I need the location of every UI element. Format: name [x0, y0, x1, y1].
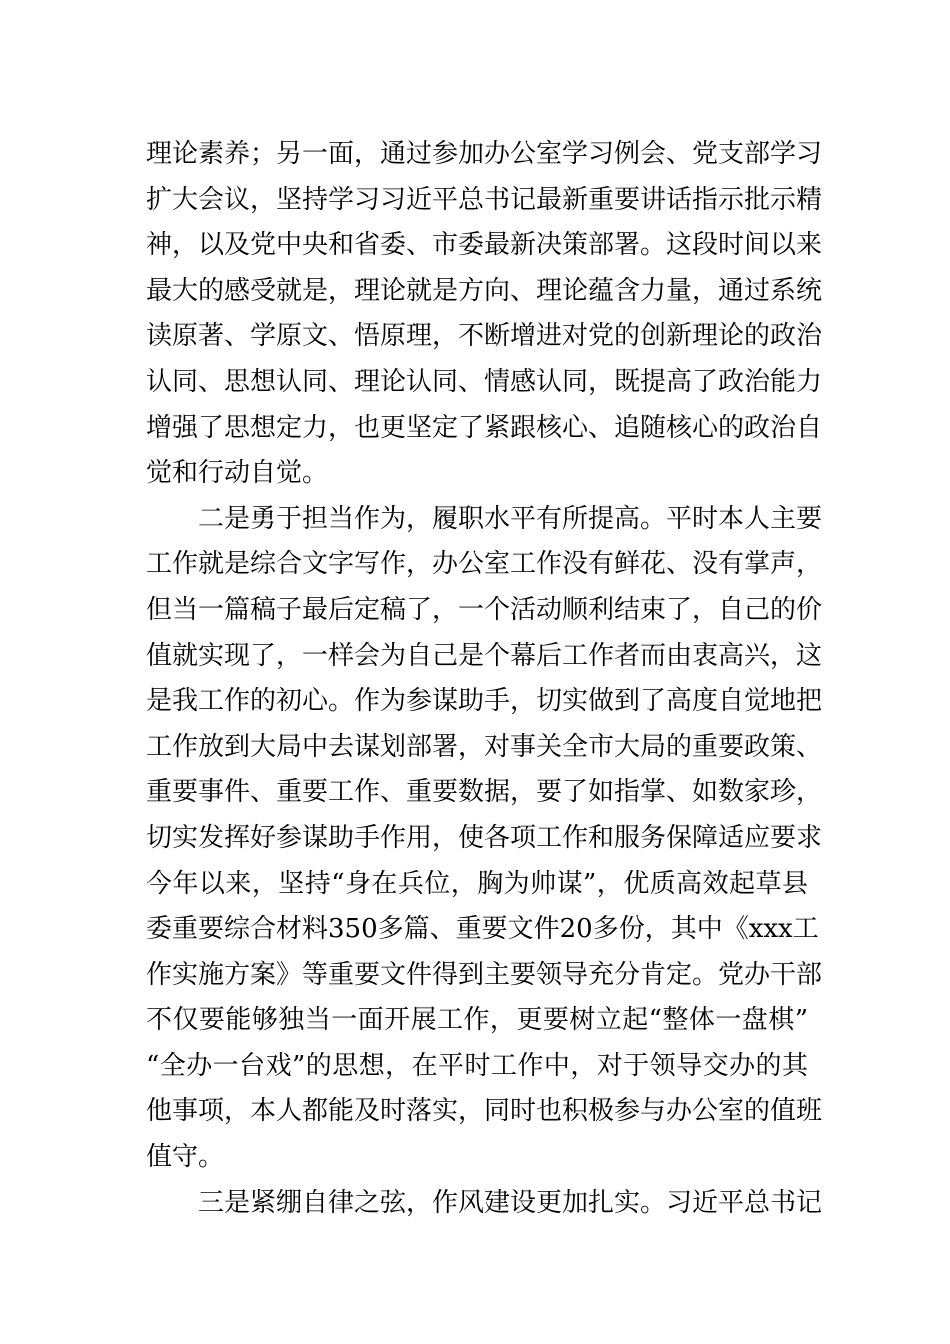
text-line: 重要事件、重要工作、重要数据，要了如指掌、如数家珍， — [146, 777, 823, 808]
text-line: 工作就是综合文字写作，办公室工作没有鲜花、没有掌声， — [146, 549, 823, 580]
document-body — [146, 132, 823, 1226]
text-line: “全办一台戏”的思想，在平时工作中，对于领导交办的其 — [146, 1050, 808, 1081]
text-line: 但当一篇稿子最后定稿了，一个活动顺利结束了，自己的价 — [146, 594, 823, 625]
text-line: 二是勇于担当作为，履职水平有所提高。平时本人主要 — [198, 503, 823, 534]
text-line: 他事项，本人都能及时落实，同时也积极参与办公室的值班 — [146, 1096, 823, 1127]
text-line: 工作放到大局中去谋划部署，对事关全市大局的重要政策、 — [146, 731, 823, 762]
text-line: 委重要综合材料350多篇、重要文件20多份，其中《xxx工 — [146, 914, 819, 945]
text-line: 不仅要能够独当一面开展工作，更要树立起“整体一盘棋” — [146, 1005, 808, 1036]
text-line: 觉和行动自觉。 — [146, 458, 329, 489]
text-line: 值守。 — [146, 1142, 225, 1173]
text-line: 增强了思想定力，也更坚定了紧跟核心、追随核心的政治自 — [146, 412, 823, 443]
text-line: 是我工作的初心。作为参谋助手，切实做到了高度自觉地把 — [146, 686, 823, 717]
paragraph-2 — [146, 497, 823, 1181]
paragraph-1 — [146, 132, 823, 497]
text-line: 读原著、学原文、悟原理，不断增进对党的创新理论的政治 — [146, 321, 823, 352]
text-line: 值就实现了，一样会为自己是个幕后工作者而由衷高兴，这 — [146, 640, 823, 671]
text-line: 今年以来，坚持“身在兵位，胸为帅谋”，优质高效起草县 — [146, 868, 808, 899]
text-line: 认同、思想认同、理论认同、情感认同，既提高了政治能力 — [146, 366, 823, 397]
paragraph-3 — [146, 1181, 823, 1227]
text-line: 切实发挥好参谋助手作用，使各项工作和服务保障适应要求 — [146, 822, 823, 853]
text-line: 理论素养；另一面，通过参加办公室学习例会、党支部学习 — [146, 139, 823, 169]
text-line: 三是紧绷自律之弦，作风建设更加扎实。习近平总书记 — [198, 1187, 823, 1218]
text-line: 神，以及党中央和省委、市委最新决策部署。这段时间以来 — [146, 230, 823, 261]
text-line: 扩大会议，坚持学习习近平总书记最新重要讲话指示批示精 — [146, 184, 823, 215]
text-line: 作实施方案》等重要文件得到主要领导充分肯定。党办干部 — [146, 959, 823, 990]
text-line: 最大的感受就是，理论就是方向、理论蕴含力量，通过系统 — [146, 275, 823, 306]
